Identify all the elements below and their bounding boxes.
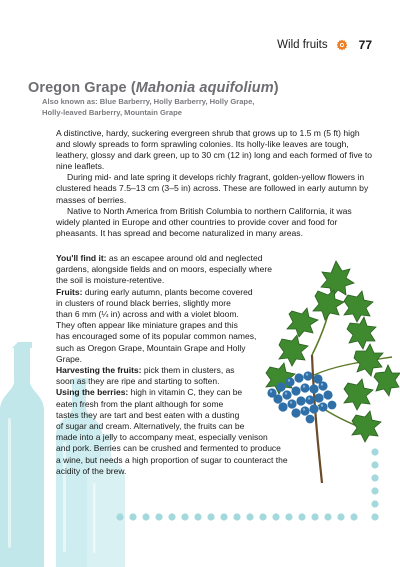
details-text-run: such as Oregon Grape, Mountain Grape and Holly — [56, 342, 246, 353]
decorative-dot — [142, 513, 149, 520]
details-text-run: the soil is moisture-retentive. — [56, 275, 165, 286]
details-text-run: during early autumn, plants become covered — [82, 286, 253, 297]
details-line — [56, 387, 376, 398]
details-line — [56, 287, 376, 298]
details-text-run: high in vitamin C, they can be — [128, 387, 243, 398]
decorative-dot — [259, 513, 266, 520]
details-line — [56, 365, 376, 376]
decorative-dot — [168, 513, 175, 520]
details-text-run: has encouraged some of its popular common names, — [56, 331, 257, 342]
details-line — [56, 343, 376, 354]
details-line — [56, 298, 376, 309]
decorative-dot — [337, 513, 344, 520]
decorative-dot — [350, 513, 357, 520]
details-line — [56, 376, 376, 387]
plant-heading — [28, 80, 279, 96]
open-paren: ( — [126, 80, 136, 96]
decorative-dot — [272, 513, 279, 520]
decorative-dot — [181, 513, 188, 520]
also-known-as — [42, 97, 342, 118]
details-label: You'll find it: — [56, 253, 107, 263]
details-text-run: than 6 mm (¼ in) across and with a violet bloom. — [56, 309, 239, 320]
details-line — [56, 399, 376, 410]
details-text-run: Grape. — [56, 353, 82, 364]
details-line — [56, 331, 376, 342]
intro-text — [56, 128, 374, 239]
aka-line: Holly-leaved Barberry, Mountain Grape — [42, 107, 182, 117]
details-line — [56, 354, 376, 365]
decorative-dot — [155, 513, 162, 520]
details-text-run: and pork. Berries can be crushed and fermented to produce — [56, 443, 281, 454]
decorative-dot — [207, 513, 214, 520]
details-line — [56, 309, 376, 320]
details-text-run: as an escapee around old and neglected — [106, 253, 263, 263]
common-name: Oregon Grape — [28, 80, 127, 96]
details-line — [56, 443, 376, 454]
decorative-dot — [233, 513, 240, 520]
section-title: Wild fruits — [277, 39, 328, 51]
decorative-dot — [298, 513, 305, 520]
details-text-run: soon as they are ripe and starting to soften. — [56, 376, 220, 387]
decorative-dot — [311, 513, 318, 520]
details-line — [56, 432, 376, 443]
details-text-run: acidity of the brew. — [56, 465, 127, 476]
decorative-dot — [220, 513, 227, 520]
details-line — [56, 466, 376, 477]
intro-paragraph: During mid- and late spring it develops richly fragrant, golden-yellow flowers in clustered heads 7.5–13 cm (3–5 in) across. These are followed in early autumn by masses of berries. — [56, 172, 369, 205]
details-text-run: gardens, alongside fields and on moors, especially where — [56, 264, 272, 275]
close-paren: ) — [273, 80, 279, 96]
decorative-dot — [324, 513, 331, 520]
details-line — [56, 410, 376, 421]
details-label: Fruits: — [56, 286, 83, 297]
running-head — [277, 37, 372, 53]
decorative-dot — [246, 513, 253, 520]
details-text-run: in clusters of round black berries, slightly more — [56, 297, 231, 308]
details-text-run: They often appear like miniature grapes and this — [56, 320, 238, 331]
details-line — [56, 275, 376, 286]
details-line — [56, 455, 376, 466]
intro-paragraph: A distinctive, hardy, suckering evergreen shrub that grows up to 1.5 m (5 ft) high and slowly spreads to form sprawling colonies. Its holly-like leaves are tough, leathery, glossy and dark green, up to 30 cm (12 in) long and each formed of five to nine leaflets. — [56, 128, 373, 172]
details-line — [56, 421, 376, 432]
latin-name: Mahonia aquifolium — [135, 80, 274, 96]
details-text-run: eaten fresh from the plant although for some — [56, 398, 224, 409]
details-text-run: tastes they are tart and best eaten with a dusting — [56, 409, 240, 420]
aka-line: Also known as: Blue Barberry, Holly Barberry, Holly Grape, — [42, 97, 255, 106]
decorative-dot — [371, 500, 378, 507]
details-text-run: pick them in clusters, as — [141, 365, 235, 376]
details-line — [56, 320, 376, 331]
decorative-dot — [194, 513, 201, 520]
details-text-run: made into a jelly to accompany meat, especially venison — [56, 432, 268, 443]
details-line — [56, 264, 376, 275]
details-text-run: of sugar and cream. Alternatively, the fruits can be — [56, 421, 245, 432]
details-label: Using the berries: — [56, 387, 129, 398]
page-number: 77 — [358, 38, 372, 52]
details-label: Harvesting the fruits: — [56, 365, 142, 376]
flower-ornament-icon — [334, 37, 350, 53]
details-text-run: a wine, but needs a high proportion of sugar to counteract the — [56, 454, 288, 465]
details-line — [56, 253, 376, 264]
details-text — [56, 253, 376, 477]
decorative-dot — [371, 487, 378, 494]
intro-paragraph: Native to North America from British Columbia to northern California, it was widely planted in Europe and other countries to provide cover and food for pheasants. It has spread and become naturalized in many areas. — [56, 205, 352, 238]
decorative-dot — [371, 513, 378, 520]
decorative-dot — [285, 513, 292, 520]
